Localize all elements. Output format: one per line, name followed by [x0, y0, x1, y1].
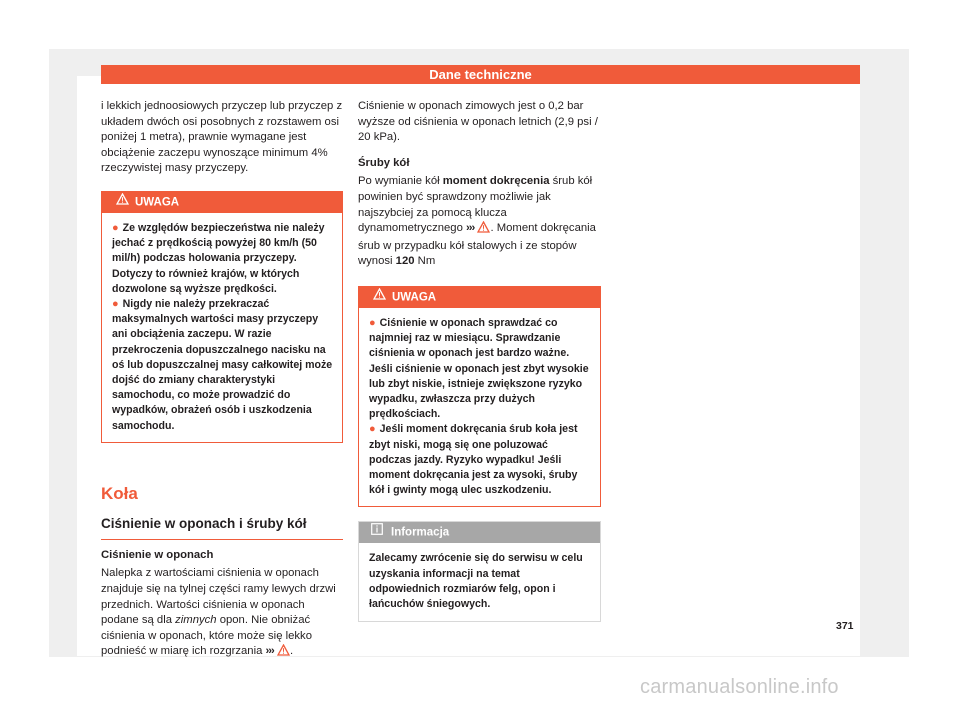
bullet-dot-icon: ●	[112, 297, 119, 310]
reference-arrow[interactable]: ›››	[265, 645, 274, 658]
intro-paragraph: i lekkich jednoosiowych przyczep lub przyczep z układem dwóch osi posobnych z rozstawem osi poniżej 1 metra), prawnie wymagane jest obciążenie zaczepu wynoszące minimum 4% rzeczywistej masy przyczepy.	[101, 100, 343, 175]
warning-box-tyres	[358, 286, 601, 507]
warning-ref-icon[interactable]	[277, 644, 290, 662]
left-column	[101, 99, 343, 662]
warning-triangle-icon	[373, 287, 386, 308]
warning-header	[102, 192, 342, 213]
info-title: Informacja	[391, 526, 450, 539]
bullet-dot-icon: ●	[369, 316, 376, 329]
warning-header	[359, 287, 600, 308]
warning-box-towing	[101, 191, 343, 443]
bullet-dot-icon: ●	[369, 423, 376, 436]
wheel-bolts-heading: Śruby kół	[358, 156, 410, 169]
section-title: Koła	[101, 483, 138, 503]
wheel-bolts-paragraph: Po wymianie kół moment dokręcenia śrub kół powinien być sprawdzony możliwie jak najszybciej za pomocą klucza dynamometrycznego ››› . Moment dokręcania śrub w przypadku kół stalowych i ze stopów wynosi 120 Nm	[358, 175, 596, 268]
sub-title: Ciśnienie w oponach i śruby kół	[101, 515, 343, 540]
warning-bullet: ● Jeśli moment dokręcania śrub koła jest zbyt niski, mogą się one poluzować podczas jazdy. Ryzyko wypadku! Jeśli moment dokręcania jest za wysoki, śruby kół i gwinty mogą ulec uszkodzeniu.	[369, 423, 578, 497]
warning-title: UWAGA	[135, 196, 180, 209]
warning-bullet: ● Ciśnienie w oponach sprawdzać co najmniej raz w miesiącu. Sprawdzanie ciśnienia w oponach jest bardzo ważne. Jeśli ciśnienie w oponach jest zbyt wysokie lub zbyt niskie, istnieje zwiększone ryzyko wypadku, zwłaszcza przy dużych prędkościach.	[369, 316, 589, 421]
page-header: Dane techniczne	[101, 65, 860, 84]
bullet-dot-icon: ●	[112, 221, 119, 234]
warning-bullet: ● Nigdy nie należy przekraczać maksymalnych wartości masy przyczepy ani obciążenia zaczepu. W razie przekroczenia dopuszczalnego nacisku na oś lub dopuszczalnej masy całkowitej może dojść do zmiany charakterystyki samochodu, co może prowadzić do wypadków, obrażeń osób i uszkodzenia samochodu.	[112, 297, 333, 432]
tyre-pressure-paragraph: Nalepka z wartościami ciśnienia w oponach znajduje się na tylnej części ramy lewych drzwi przednich. Wartości ciśnienia w oponach podane są dla zimnych opon. Nie obniżać ciśnienia w oponach, które może się lekko podnieść w miarę ich rozgrzania ››› .	[101, 566, 343, 662]
winter-tyre-paragraph: Ciśnienie w oponach zimowych jest o 0,2 bar wyższe od ciśnienia w oponach letnich (2,9 psi / 20 kPa).	[358, 100, 598, 144]
tyre-pressure-heading: Ciśnienie w oponach	[101, 548, 214, 561]
info-box	[358, 521, 601, 622]
warning-bullet: ● Ze względów bezpieczeństwa nie należy jechać z prędkością powyżej 80 km/h (50 mil/h) podczas holowania przyczepy. Dotyczy to również krajów, w których dozwolone są wyższe prędkości.	[112, 221, 325, 295]
watermark: carmanualsonline.info	[640, 676, 839, 698]
info-icon	[371, 522, 383, 543]
torque-value: 120	[395, 255, 415, 268]
warning-body	[102, 213, 342, 442]
warning-ref-icon[interactable]	[477, 221, 490, 239]
info-header	[359, 522, 600, 543]
page-number: 371	[836, 620, 854, 632]
reference-arrow[interactable]: ›››	[466, 222, 475, 235]
info-text: Zalecamy zwrócenie się do serwisu w celu uzyskania informacji na temat odpowiednich rozmiarów felg, opon i łańcuchów śniegowych.	[369, 552, 583, 610]
warning-title: UWAGA	[392, 291, 437, 304]
warning-body	[359, 308, 600, 506]
warning-triangle-icon	[116, 192, 129, 213]
right-column	[358, 99, 601, 622]
